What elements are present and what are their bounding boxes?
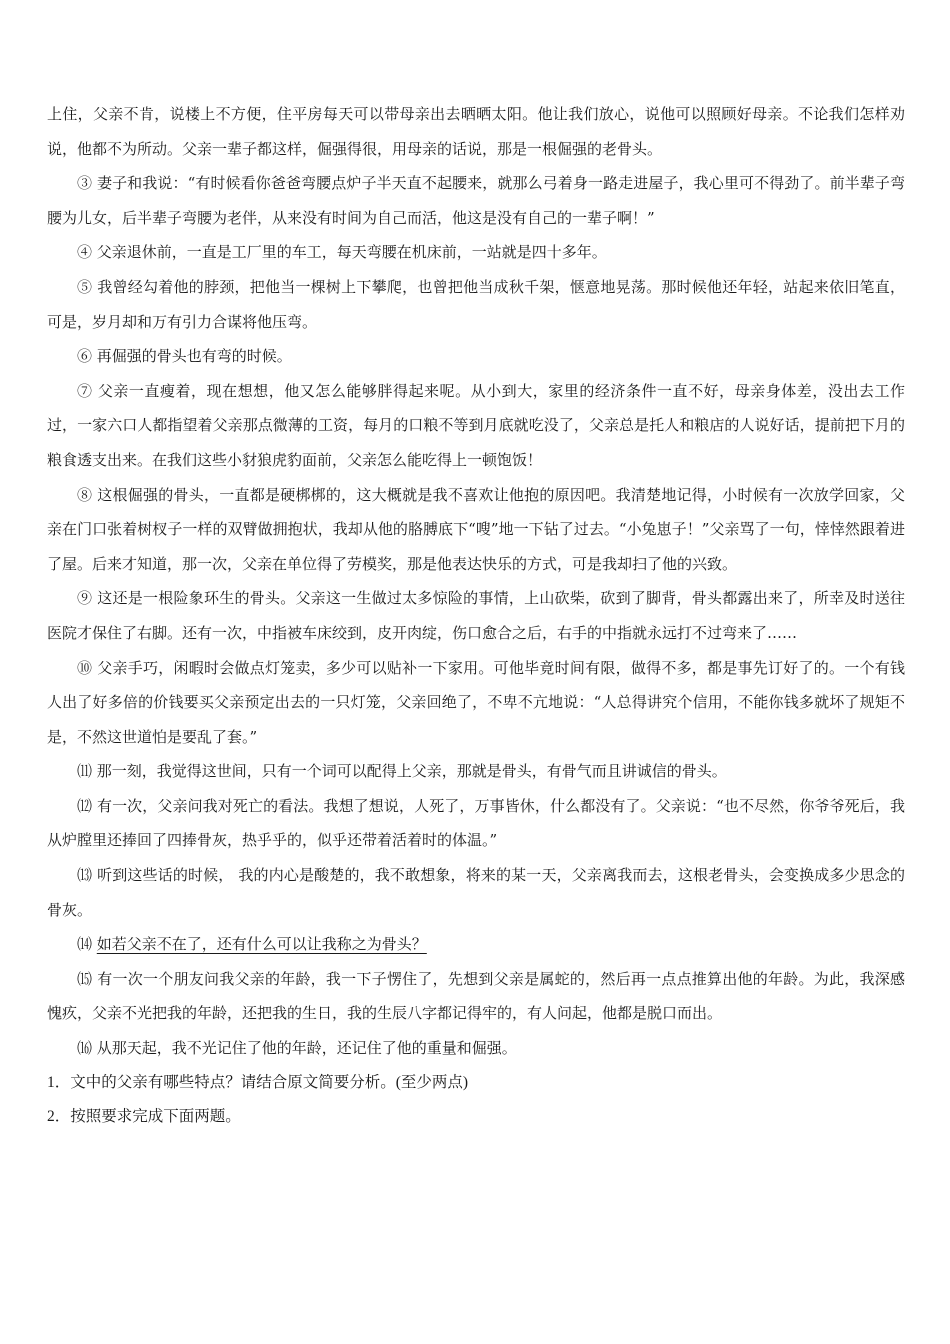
question-2: 2．按照要求完成下面两题。 — [47, 1108, 241, 1126]
paragraph-14-marker: ⒁ — [77, 935, 97, 954]
paragraph-4: ④ 父亲退休前，一直是工厂里的车工，每天弯腰在机床前，一站就是四十多年。 — [77, 243, 607, 262]
paragraph-8: ⑧ 这根倔强的骨头，一直都是硬梆梆的，这大概就是我不喜欢让他抱的原因吧。我清楚地记得，小时候有一次放学回家，父亲在门口张着树杈子一样的双臂做拥抱状，我却从他的胳膊底下“嗖”地一下钻了过去。“小兔崽子！”父亲骂了一句，悻悻然跟着进了屋。后来才知道，那一次，父亲在单位得了劳模奖，那是他表达快乐的方式，可是我却扫了他的兴致。 — [47, 485, 905, 573]
paragraph-14-underlined-sentence: 如若父亲不在了，还有什么可以让我称之为骨头？ — [96, 935, 427, 954]
document-page — [47, 97, 905, 1135]
paragraph-10: ⑩ 父亲手巧，闲暇时会做点灯笼卖，多少可以贴补一下家用。可他毕竟时间有限，做得不多，都是事先订好了的。一个有钱人出了好多倍的价钱要买父亲预定出去的一只灯笼，父亲回绝了，不卑不亢地说：“人总得讲究个信用，不能你钱多就坏了规矩不是，不然这世道怕是要乱了套。” — [47, 658, 905, 746]
paragraph-6: ⑥ 再倔强的骨头也有弯的时候。 — [77, 347, 292, 366]
paragraph-16: ⒃ 从那天起，我不光记住了他的年龄，还记住了他的重量和倔强。 — [77, 1039, 517, 1058]
paragraph-13: ⒀ 听到这些话的时候， 我的内心是酸楚的，我不敢想象，将来的某一天，父亲离我而去，这根老骨头，会变换成多少思念的骨灰。 — [47, 866, 905, 919]
paragraph-continued: 上住，父亲不肯，说楼上不方便，住平房每天可以带母亲出去晒晒太阳。他让我们放心，说他可以照顾好母亲。不论我们怎样劝说，他都不为所动。父亲一辈子都这样，倔强得很，用母亲的话说，那是一根倔强的老骨头。 — [47, 105, 905, 158]
question-1: 1．文中的父亲有哪些特点？请结合原文简要分析。(至少两点) — [47, 1073, 469, 1091]
paragraph-15: ⒂ 有一次一个朋友问我父亲的年龄，我一下子愣住了，先想到父亲是属蛇的，然后再一点点推算出他的年龄。为此，我深感愧疚，父亲不光把我的年龄，还把我的生日，我的生辰八字都记得牢的，有人问起，他都是脱口而出。 — [47, 969, 905, 1023]
paragraph-11: ⑾ 那一刻，我觉得这世间，只有一个词可以配得上父亲，那就是骨头，有骨气而且讲诚信的骨头。 — [77, 762, 727, 781]
paragraph-12: ⑿ 有一次，父亲问我对死亡的看法。我想了想说，人死了，万事皆休，什么都没有了。父亲说：“也不尽然，你爷爷死后，我从炉膛里还捧回了四捧骨灰，热乎乎的，似乎还带着活着时的体温。” — [47, 796, 905, 850]
paragraph-5: ⑤ 我曾经勾着他的脖颈，把他当一棵树上下攀爬，也曾把他当成秋千架，惬意地晃荡。那时候他还年轻，站起来依旧笔直，可是，岁月却和万有引力合谋将他压弯。 — [47, 277, 905, 331]
paragraph-14 — [47, 927, 905, 962]
paragraph-3: ③ 妻子和我说：“有时候看你爸爸弯腰点炉子半天直不起腰来，就那么弓着身一路走进屋子，我心里可不得劲了。前半辈子弯腰为儿女，后半辈子弯腰为老伴，从来没有时间为自己而活，他这是没有自己的一辈子啊！” — [47, 174, 905, 227]
paragraph-9: ⑨ 这还是一根险象环生的骨头。父亲这一生做过太多惊险的事情，上山砍柴，砍到了脚背，骨头都露出来了，所幸及时送往医院才保住了右脚。还有一次，中指被车床绞到，皮开肉绽，伤口愈合之后，右手的中指就永远打不过弯来了…… — [47, 589, 905, 642]
paragraph-7: ⑦ 父亲一直瘦着，现在想想，他又怎么能够胖得起来呢。从小到大，家里的经济条件一直不好，母亲身体差，没出去工作过，一家六口人都指望着父亲那点微薄的工资，每月的口粮不等到月底就吃没了，父亲总是托人和粮店的人说好话，提前把下月的粮食透支出来。在我们这些小豺狼虎豹面前，父亲怎么能吃得上一顿饱饭！ — [47, 381, 905, 469]
